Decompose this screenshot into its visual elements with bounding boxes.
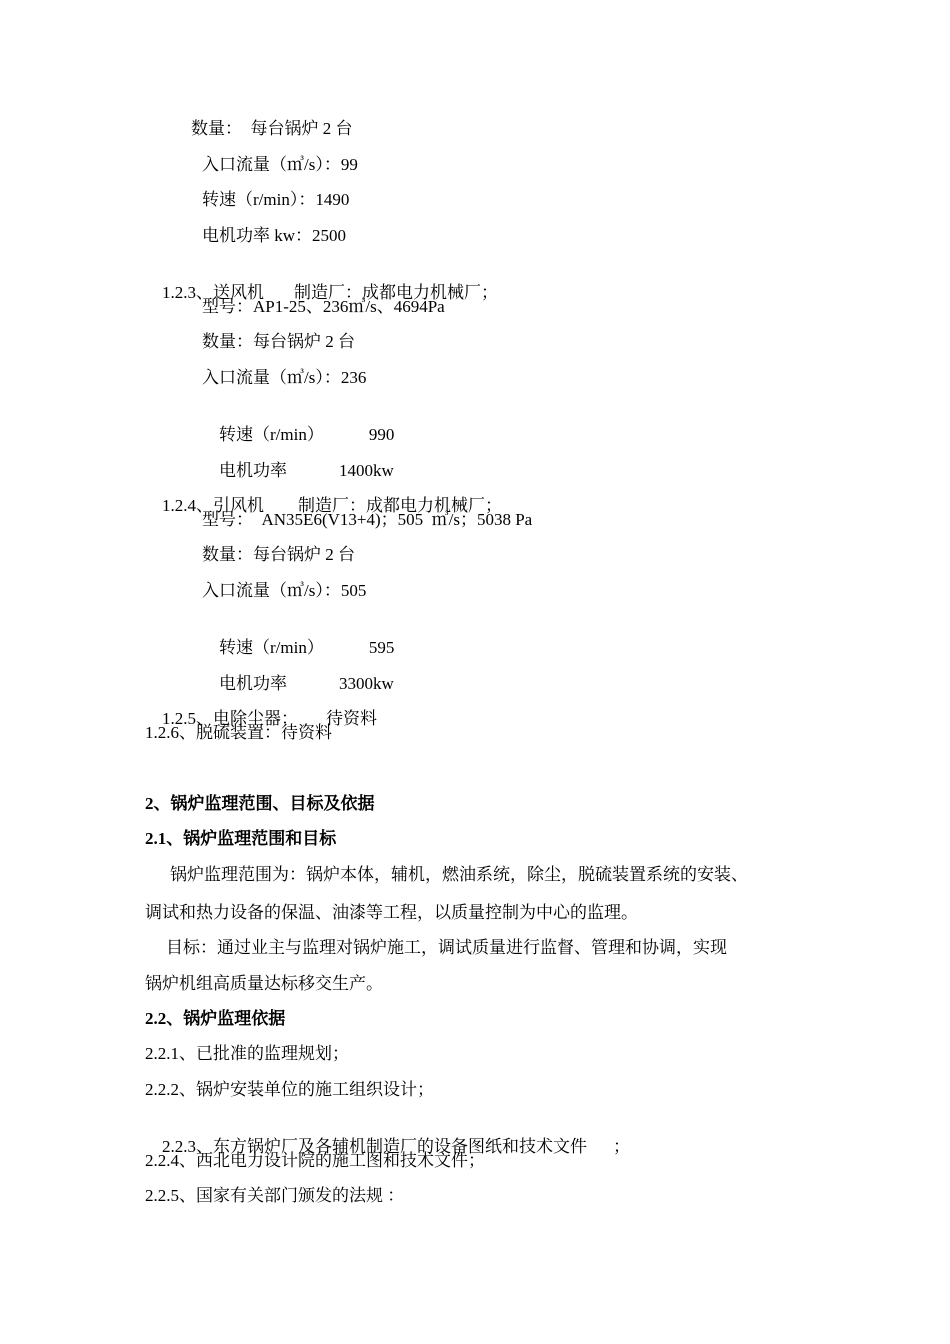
fan-inlet-flow: 入口流量（㎥/s）：99: [202, 155, 358, 174]
heading-2-2: 2.2、锅炉监理依据: [145, 1009, 286, 1028]
basis-item-1: 2.2.1、已批准的监理规划；: [145, 1044, 349, 1063]
basis-item-3-text: 2.2.3、东方锅炉厂及各辅机制造厂的设备图纸和技术文件: [162, 1137, 587, 1156]
section-1-2-4-title: 1.2.4、引风机: [162, 496, 264, 515]
section-1-2-4-maker: 制造厂：成都电力机械厂；: [298, 496, 502, 515]
id-fan-power-label: 电机功率: [219, 674, 287, 693]
id-fan-model: 型号： AN35E6(V13+4)；505 ㎥/s；5038 Pa: [202, 510, 533, 529]
scope-paragraph-line-1: 锅炉监理范围为：锅炉本体，辅机，燃油系统，除尘，脱硫装置系统的安装、: [170, 865, 748, 884]
fan-speed: 转速（r/min）：1490: [202, 190, 350, 209]
id-fan-quantity: 数量：每台锅炉 2 台: [202, 545, 355, 564]
id-fan-inlet-flow: 入口流量（㎥/s）：505: [202, 581, 367, 600]
basis-item-3-end: ；: [613, 1137, 630, 1156]
basis-item-4: 2.2.4、西北电力设计院的施工图和技术文件；: [145, 1151, 485, 1170]
heading-2: 2、锅炉监理范围、目标及依据: [145, 794, 375, 813]
basis-item-2: 2.2.2、锅炉安装单位的施工组织设计；: [145, 1080, 434, 1099]
fan-motor-power: 电机功率 kw：2500: [202, 226, 347, 245]
fd-fan-model: 型号：AP1-25、236㎥/s、4694Pa: [202, 297, 445, 316]
fd-fan-power-label: 电机功率: [219, 461, 287, 480]
section-1-2-3-maker: 制造厂：成都电力机械厂；: [294, 283, 498, 302]
goal-paragraph-line-2: 锅炉机组高质量达标移交生产。: [145, 974, 383, 993]
section-1-2-5-status: 待资料: [326, 709, 377, 728]
fd-fan-power-value: 1400kw: [339, 461, 394, 480]
basis-item-5: 2.2.5、国家有关部门颁发的法规 ：: [145, 1186, 405, 1205]
section-1-2-3-title: 1.2.3、送风机: [162, 283, 264, 302]
fan-quantity: 数量： 每台锅炉 2 台: [191, 119, 353, 138]
fd-fan-inlet-flow: 入口流量（㎥/s）：236: [202, 368, 367, 387]
scope-paragraph-line-2: 调试和热力设备的保温、油漆等工程，以质量控制为中心的监理。: [145, 903, 638, 922]
id-fan-power-value: 3300kw: [339, 674, 394, 693]
goal-paragraph-line-1: 目标：通过业主与监理对锅炉施工，调试质量进行监督、管理和协调，实现: [166, 938, 727, 957]
section-1-2-6: 1.2.6、脱硫装置：待资料: [145, 723, 332, 742]
section-1-2-5-title: 1.2.5、电除尘器：: [162, 709, 298, 728]
fd-fan-speed-value: 990: [368, 425, 395, 444]
id-fan-speed-label: 转速（r/min）: [219, 638, 324, 657]
fd-fan-quantity: 数量：每台锅炉 2 台: [202, 332, 355, 351]
fd-fan-speed-label: 转速（r/min）: [219, 425, 324, 444]
id-fan-speed-value: 595: [368, 638, 395, 657]
heading-2-1: 2.1、锅炉监理范围和目标: [145, 829, 337, 848]
